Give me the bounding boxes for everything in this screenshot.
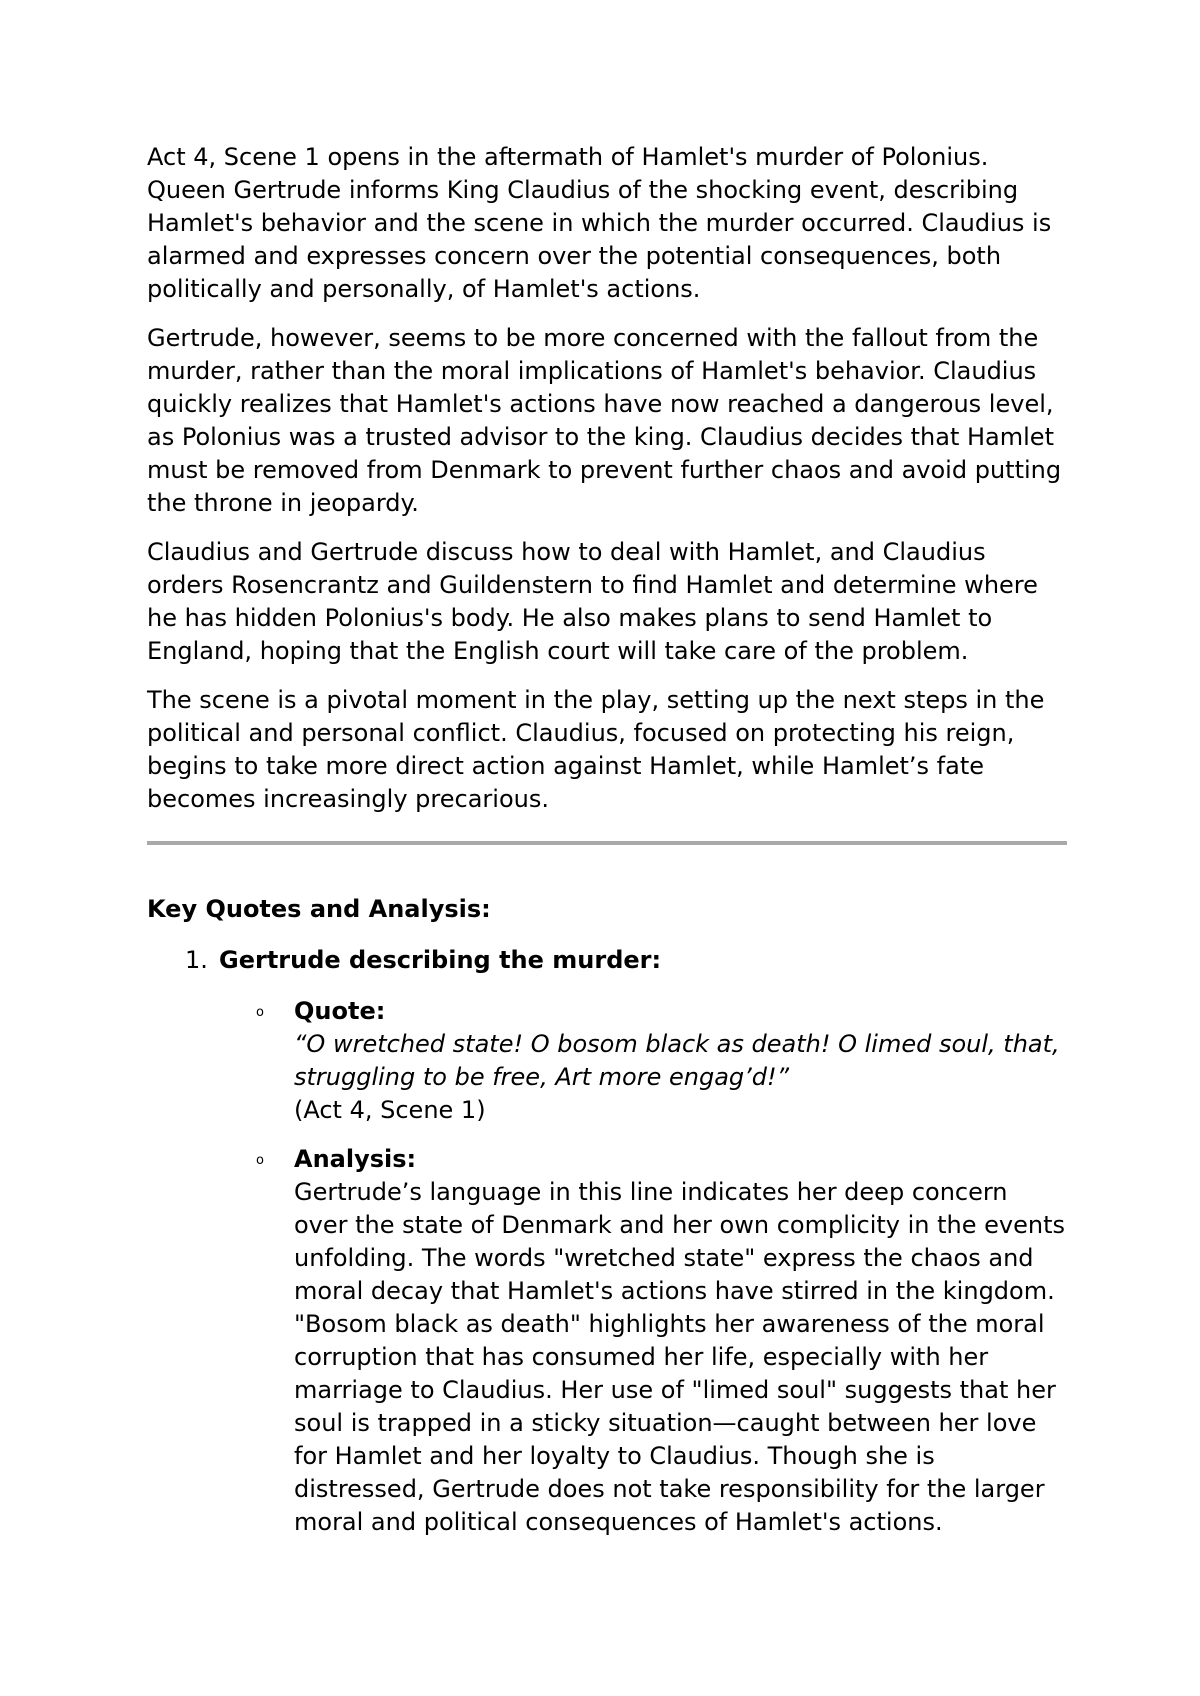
analysis-text: Gertrude’s language in this line indicates her deep concern over the state of Denmark and her own complicity in the events unfolding. The words "wretched state" express the chaos and moral decay that Hamlet's actions have stirred in the kingdom. "Bosom black as death" highlights her awareness of the moral corruption that has consumed her life, especially with her marriage to Claudius. Her use of "limed soul" suggests that her soul is trapped in a sticky situation—caught between her love for Hamlet and her loyalty to Claudius. Though she is distressed, Gertrude does not take responsibility for the larger moral and political consequences of Hamlet's actions. (294, 1178, 1066, 1536)
summary-paragraph-4: The scene is a pivotal moment in the play, setting up the next steps in the political and personal conflict. Claudius, focused on protecting his reign, begins to take more direct action against Hamlet, while Hamlet’s fate becomes increasingly precarious. (147, 686, 1045, 813)
quote-label: Quote: (294, 997, 386, 1025)
analysis-label: Analysis: (294, 1145, 417, 1173)
quote-citation: (Act 4, Scene 1) (294, 1096, 486, 1124)
analysis-block (147, 1143, 1067, 1539)
document-page (147, 141, 1067, 1539)
summary-paragraph-1: Act 4, Scene 1 opens in the aftermath of Hamlet's murder of Polonius. Queen Gertrude informs King Claudius of the shocking event, describing Hamlet's behavior and the scene in which the murder occurred. Claudius is alarmed and expresses concern over the potential consequences, both politically and personally, of Hamlet's actions. (147, 143, 1052, 303)
list-item-title-text: Gertrude describing the murder: (219, 946, 662, 974)
list-item-title (147, 944, 1067, 977)
quote-block (147, 995, 1067, 1127)
bullet-icon: o (256, 1005, 264, 1020)
list-item (147, 944, 1067, 1539)
bullet-icon: o (256, 1153, 264, 1168)
summary-paragraph-2: Gertrude, however, seems to be more concerned with the fallout from the murder, rather than the moral implications of Hamlet's behavior. Claudius quickly realizes that Hamlet's actions have now reached a dangerous level, as Polonius was a trusted advisor to the king. Claudius decides that Hamlet must be removed from Denmark to prevent further chaos and avoid putting the throne in jeopardy. (147, 324, 1062, 517)
key-quotes-list (147, 944, 1067, 1539)
section-heading: Key Quotes and Analysis: (147, 895, 491, 923)
quote-text: “O wretched state! O bosom black as death! O limed soul, that, struggling to be free, Art more engag’d!” (294, 1030, 1060, 1091)
summary-paragraph-3: Claudius and Gertrude discuss how to deal with Hamlet, and Claudius orders Rosencrantz and Guildenstern to find Hamlet and determine where he has hidden Polonius's body. He also makes plans to send Hamlet to England, hoping that the English court will take care of the problem. (147, 538, 1038, 665)
horizontal-divider (147, 841, 1067, 845)
list-item-number: 1. (185, 946, 208, 974)
